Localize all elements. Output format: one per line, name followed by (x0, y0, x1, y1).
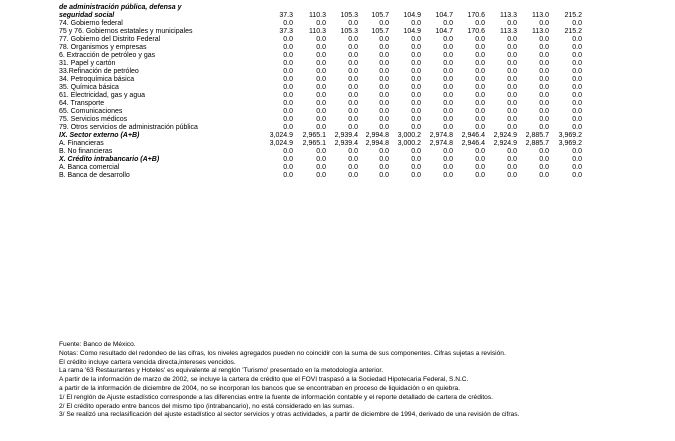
table-cell: 0.0 (539, 36, 549, 43)
table-cell: 0.0 (379, 68, 389, 75)
row-label: seguridad social (59, 12, 115, 19)
table-cell: 2,974.8 (429, 140, 453, 147)
table-cell: 0.0 (443, 108, 453, 115)
table-cell: 0.0 (379, 76, 389, 83)
table-cell: 170.6 (467, 12, 485, 19)
footnote-line: La rama '63 Restaurantes y Hoteles' es equivalente al renglón 'Turismo' presentado en la metodología anterior. (59, 367, 384, 375)
row-label: 78. Organismos y empresas (59, 44, 147, 51)
table-cell: 0.0 (572, 68, 582, 75)
table-cell: 0.0 (348, 92, 358, 99)
table-cell: 0.0 (443, 92, 453, 99)
table-cell: 0.0 (443, 172, 453, 179)
row-label: A. Financieras (59, 140, 104, 147)
table-cell: 0.0 (379, 20, 389, 27)
table-cell: 2,939.4 (334, 140, 358, 147)
table-cell: 105.7 (371, 12, 389, 19)
table-cell: 37.3 (279, 12, 293, 19)
table-cell: 0.0 (316, 164, 326, 171)
row-label: A. Banca comercial (59, 164, 120, 171)
table-cell: 0.0 (507, 68, 517, 75)
table-cell: 0.0 (539, 68, 549, 75)
table-row (59, 12, 619, 20)
row-label: 33.Refinación de petróleo (59, 68, 139, 75)
table-cell: 0.0 (507, 60, 517, 67)
table-cell: 0.0 (539, 20, 549, 27)
table-cell: 0.0 (539, 148, 549, 155)
row-label: 31. Papel y cartón (59, 60, 116, 67)
table-cell: 0.0 (475, 108, 485, 115)
table-row (59, 116, 619, 124)
table-cell: 0.0 (539, 164, 549, 171)
table-cell: 0.0 (507, 156, 517, 163)
row-label: B. No financieras (59, 148, 113, 155)
table-cell: 0.0 (348, 68, 358, 75)
table-cell: 0.0 (507, 148, 517, 155)
table-cell: 3,000.2 (397, 140, 421, 147)
table-cell: 0.0 (411, 44, 421, 51)
table-cell: 104.9 (403, 12, 421, 19)
table-cell: 113.0 (532, 12, 549, 19)
table-cell: 0.0 (572, 148, 582, 155)
table-row (59, 100, 619, 108)
table-cell: 0.0 (443, 116, 453, 123)
table-row (59, 44, 619, 52)
table-cell: 0.0 (316, 52, 326, 59)
row-label: B. Banca de desarrollo (59, 172, 130, 179)
table-cell: 0.0 (283, 68, 293, 75)
table-cell: 0.0 (316, 124, 326, 131)
table-cell: 105.3 (340, 12, 358, 19)
table-cell: 0.0 (348, 108, 358, 115)
footnote-line: Notas: Como resultado del redondeo de las cifras, los niveles agregados pueden no coincidir con la suma de sus componentes. Cifras sujetas a revisión. (59, 349, 506, 357)
table-cell: 0.0 (443, 44, 453, 51)
table-cell: 0.0 (379, 108, 389, 115)
table-cell: 0.0 (379, 52, 389, 59)
table-cell: 0.0 (539, 116, 549, 123)
table-cell: 0.0 (283, 84, 293, 91)
table-cell: 0.0 (507, 92, 517, 99)
table-cell: 0.0 (316, 68, 326, 75)
table-cell: 0.0 (443, 52, 453, 59)
table-cell: 0.0 (379, 44, 389, 51)
table-cell: 0.0 (475, 44, 485, 51)
table-cell: 0.0 (316, 44, 326, 51)
table-cell: 0.0 (283, 148, 293, 155)
table-cell: 0.0 (539, 92, 549, 99)
table-cell: 104.7 (435, 12, 453, 19)
table-cell: 0.0 (507, 116, 517, 123)
table-cell: 2,924.9 (493, 140, 517, 147)
table-row (59, 172, 619, 180)
footnote-line: 3/ Se realizó una reclasificación del ajuste estadístico al sector servicios y otras actividades, a partir de diciembre de 1994, derivado de una revisión de cifras. (59, 411, 520, 419)
table-cell: 104.9 (403, 28, 421, 35)
credit-table (59, 4, 619, 180)
table-cell: 0.0 (348, 116, 358, 123)
table-cell: 0.0 (316, 100, 326, 107)
table-cell: 0.0 (316, 172, 326, 179)
table-cell: 3,969.2 (558, 132, 582, 139)
table-cell: 0.0 (572, 164, 582, 171)
table-cell: 0.0 (475, 164, 485, 171)
table-cell: 0.0 (443, 84, 453, 91)
row-label: 77. Gobierno del Distrito Federal (59, 36, 161, 43)
table-cell: 0.0 (507, 84, 517, 91)
table-row (59, 36, 619, 44)
table-cell: 0.0 (348, 84, 358, 91)
table-cell: 0.0 (475, 116, 485, 123)
table-cell: 0.0 (348, 172, 358, 179)
table-cell: 0.0 (443, 76, 453, 83)
table-cell: 0.0 (475, 84, 485, 91)
table-cell: 2,939.4 (334, 132, 358, 139)
table-cell: 0.0 (507, 52, 517, 59)
table-cell: 0.0 (411, 172, 421, 179)
table-cell: 0.0 (539, 156, 549, 163)
table-cell: 0.0 (379, 84, 389, 91)
table-row (59, 20, 619, 28)
table-cell: 0.0 (316, 148, 326, 155)
table-cell: 113.3 (500, 12, 517, 19)
table-cell: 0.0 (411, 92, 421, 99)
row-label: 6. Extracción de petróleo y gas (59, 52, 156, 59)
table-cell: 3,969.2 (558, 140, 582, 147)
table-cell: 0.0 (572, 76, 582, 83)
table-cell: 113.0 (532, 28, 549, 35)
table-cell: 0.0 (316, 76, 326, 83)
table-cell: 0.0 (411, 68, 421, 75)
table-cell: 0.0 (348, 20, 358, 27)
table-cell: 0.0 (283, 156, 293, 163)
footnote-line: a partir de la información de diciembre de 2004, no se incorporan los bancos que se encontraban en proceso de liquidación o en quiebra. (59, 384, 461, 392)
table-cell: 0.0 (507, 36, 517, 43)
table-cell: 2,994.8 (365, 140, 389, 147)
table-cell: 0.0 (475, 36, 485, 43)
table-cell: 2,885.7 (525, 140, 549, 147)
table-cell: 0.0 (379, 36, 389, 43)
table-cell: 37.3 (279, 28, 293, 35)
table-cell: 2,946.4 (461, 132, 485, 139)
table-row (59, 132, 619, 140)
row-label: X. Crédito intrabancario (A+B) (59, 156, 160, 163)
table-cell: 0.0 (475, 76, 485, 83)
table-cell: 0.0 (283, 44, 293, 51)
table-cell: 0.0 (283, 20, 293, 27)
table-cell: 0.0 (283, 60, 293, 67)
table-cell: 0.0 (316, 108, 326, 115)
table-cell: 0.0 (539, 100, 549, 107)
row-label: 64. Transporte (59, 100, 105, 107)
table-cell: 0.0 (411, 164, 421, 171)
table-cell: 2,965.1 (302, 140, 326, 147)
table-cell: 0.0 (443, 164, 453, 171)
table-row (59, 148, 619, 156)
row-label: 35. Química básica (59, 84, 119, 91)
table-cell: 2,924.9 (493, 132, 517, 139)
table-cell: 0.0 (283, 108, 293, 115)
table-cell: 0.0 (507, 100, 517, 107)
table-cell: 0.0 (379, 60, 389, 67)
table-cell: 0.0 (411, 100, 421, 107)
table-cell: 0.0 (572, 20, 582, 27)
table-cell: 0.0 (572, 172, 582, 179)
table-cell: 0.0 (379, 172, 389, 179)
table-cell: 0.0 (539, 60, 549, 67)
table-cell: 0.0 (475, 92, 485, 99)
table-row (59, 164, 619, 172)
table-cell: 0.0 (379, 116, 389, 123)
table-cell: 0.0 (379, 100, 389, 107)
table-cell: 215.2 (564, 28, 582, 35)
table-row (59, 60, 619, 68)
table-cell: 0.0 (539, 172, 549, 179)
table-cell: 0.0 (411, 124, 421, 131)
table-cell: 0.0 (348, 100, 358, 107)
row-label: 74. Gobierno federal (59, 20, 123, 27)
table-cell: 0.0 (507, 20, 517, 27)
table-row (59, 84, 619, 92)
table-cell: 0.0 (443, 36, 453, 43)
table-cell: 0.0 (348, 44, 358, 51)
footnote-line: Fuente: Banco de México. (59, 341, 136, 348)
table-cell: 0.0 (348, 36, 358, 43)
row-label: 34. Petroquímica básica (59, 76, 135, 83)
table-cell: 0.0 (283, 116, 293, 123)
table-cell: 3,024.9 (269, 132, 293, 139)
table-row (59, 92, 619, 100)
table-cell: 0.0 (316, 156, 326, 163)
table-cell: 110.3 (309, 12, 326, 19)
table-cell: 0.0 (411, 156, 421, 163)
table-cell: 0.0 (539, 108, 549, 115)
row-label: IX. Sector externo (A+B) (59, 132, 140, 139)
table-cell: 0.0 (283, 92, 293, 99)
table-cell: 105.7 (371, 28, 389, 35)
table-cell: 0.0 (507, 172, 517, 179)
table-cell: 0.0 (411, 20, 421, 27)
table-cell: 0.0 (572, 124, 582, 131)
row-label: 75. Servicios médicos (59, 116, 128, 123)
table-cell: 0.0 (348, 164, 358, 171)
table-cell: 0.0 (348, 76, 358, 83)
table-cell: 0.0 (572, 92, 582, 99)
table-cell: 0.0 (475, 124, 485, 131)
table-cell: 0.0 (411, 84, 421, 91)
table-row (59, 52, 619, 60)
table-cell: 0.0 (411, 108, 421, 115)
table-cell: 0.0 (572, 156, 582, 163)
table-cell: 0.0 (475, 60, 485, 67)
table-row (59, 76, 619, 84)
table-cell: 0.0 (572, 36, 582, 43)
table-cell: 3,024.9 (269, 140, 293, 147)
table-cell: 0.0 (283, 164, 293, 171)
footnote-line: A partir de la información de marzo de 2002, se incluye la cartera de crédito que el FOVI traspasó a la Sociedad Hipotecaria Federal, S.N.C. (59, 376, 469, 384)
table-cell: 2,965.1 (302, 132, 326, 139)
table-cell: 0.0 (475, 20, 485, 27)
table-row (59, 140, 619, 148)
table-cell: 104.7 (435, 28, 453, 35)
table-cell: 0.0 (316, 20, 326, 27)
table-cell: 0.0 (348, 52, 358, 59)
table-cell: 0.0 (507, 76, 517, 83)
table-cell: 0.0 (411, 116, 421, 123)
table-cell: 0.0 (539, 76, 549, 83)
table-cell: 0.0 (316, 60, 326, 67)
table-cell: 0.0 (539, 84, 549, 91)
table-cell: 0.0 (443, 148, 453, 155)
table-row (59, 108, 619, 116)
table-cell: 0.0 (507, 124, 517, 131)
table-cell: 0.0 (443, 68, 453, 75)
table-cell: 3,000.2 (397, 132, 421, 139)
table-cell: 0.0 (572, 100, 582, 107)
table-cell: 0.0 (475, 68, 485, 75)
table-cell: 0.0 (348, 124, 358, 131)
table-cell: 0.0 (443, 156, 453, 163)
table-cell: 0.0 (283, 100, 293, 107)
row-label: de administración pública, defensa y (59, 4, 182, 11)
table-cell: 0.0 (539, 124, 549, 131)
table-cell: 0.0 (572, 60, 582, 67)
table-cell: 215.2 (564, 12, 582, 19)
table-cell: 0.0 (348, 156, 358, 163)
table-cell: 0.0 (443, 100, 453, 107)
table-row (59, 28, 619, 36)
table-cell: 2,994.8 (365, 132, 389, 139)
table-cell: 0.0 (283, 124, 293, 131)
table-cell: 0.0 (316, 116, 326, 123)
table-cell: 2,974.8 (429, 132, 453, 139)
row-label: 79. Otros servicios de administración pública (59, 124, 198, 131)
table-cell: 0.0 (572, 116, 582, 123)
table-cell: 0.0 (348, 148, 358, 155)
footnote-line: 1/ El renglón de Ajuste estadístico corresponde a las diferencias entre la fuente de información contable y el reporte detallado de cartera de créditos. (59, 393, 493, 401)
table-cell: 113.3 (500, 28, 517, 35)
table-row (59, 124, 619, 132)
table-cell: 0.0 (379, 124, 389, 131)
table-cell: 0.0 (507, 164, 517, 171)
table-cell: 105.3 (340, 28, 358, 35)
table-cell: 0.0 (572, 44, 582, 51)
table-cell: 0.0 (507, 108, 517, 115)
table-cell: 0.0 (507, 44, 517, 51)
table-cell: 0.0 (475, 52, 485, 59)
table-cell: 0.0 (443, 60, 453, 67)
table-cell: 0.0 (316, 84, 326, 91)
row-label: 75 y 76. Gobiernos estatales y municipales (59, 28, 193, 35)
table-cell: 0.0 (316, 36, 326, 43)
table-cell: 0.0 (283, 52, 293, 59)
table-row (59, 4, 619, 12)
table-row (59, 156, 619, 164)
table-cell: 0.0 (475, 148, 485, 155)
table-cell: 0.0 (379, 156, 389, 163)
table-cell: 0.0 (379, 164, 389, 171)
table-cell: 0.0 (411, 148, 421, 155)
table-cell: 0.0 (283, 172, 293, 179)
table-cell: 0.0 (572, 84, 582, 91)
table-cell: 0.0 (379, 148, 389, 155)
table-cell: 0.0 (539, 44, 549, 51)
table-cell: 0.0 (348, 60, 358, 67)
table-cell: 0.0 (283, 36, 293, 43)
table-cell: 0.0 (475, 100, 485, 107)
table-cell: 0.0 (316, 92, 326, 99)
table-cell: 0.0 (379, 92, 389, 99)
table-cell: 0.0 (572, 108, 582, 115)
table-cell: 170.6 (467, 28, 485, 35)
table-cell: 2,885.7 (525, 132, 549, 139)
table-cell: 0.0 (443, 124, 453, 131)
table-cell: 0.0 (475, 172, 485, 179)
footnote-line: 2/ El crédito operado entre bancos del mismo tipo (intrabancario), no está considerado en las sumas. (59, 402, 355, 410)
table-cell: 0.0 (411, 36, 421, 43)
table-cell: 0.0 (572, 52, 582, 59)
table-cell: 0.0 (411, 60, 421, 67)
table-cell: 0.0 (411, 52, 421, 59)
footnotes (59, 341, 659, 420)
table-cell: 0.0 (411, 76, 421, 83)
table-cell: 0.0 (539, 52, 549, 59)
table-row (59, 68, 619, 76)
row-label: 61. Electricidad, gas y agua (59, 92, 145, 99)
footnote-line: El crédito incluye cartera vencida directa,intereses vencidos. (59, 358, 236, 366)
table-cell: 0.0 (475, 156, 485, 163)
table-cell: 110.3 (309, 28, 326, 35)
table-cell: 0.0 (283, 76, 293, 83)
table-cell: 2,946.4 (461, 140, 485, 147)
table-cell: 0.0 (443, 20, 453, 27)
row-label: 65. Comunicaciones (59, 108, 123, 115)
